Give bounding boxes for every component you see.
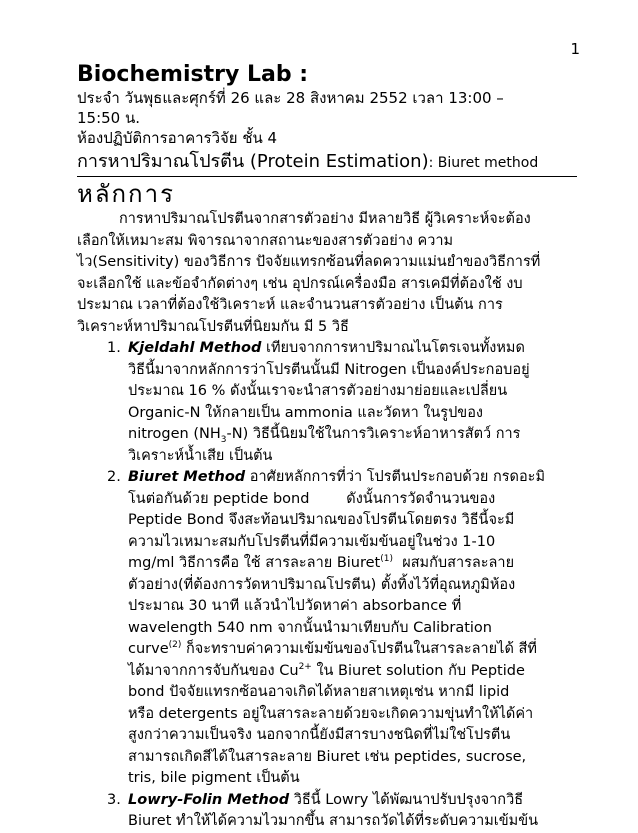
list-item (77, 467, 577, 790)
schedule-line: 15:50 น. (77, 109, 141, 127)
method-text: วิธีนี้ Lowry ได้พัฒนาปรับปรุงจากวิธี (289, 791, 524, 808)
method-text: curve (128, 641, 169, 657)
document-title: Biochemistry Lab : (77, 62, 309, 87)
intro-line: เลือกให้เหมาะสม พิจารณาจากสถานะของสารตัวอย่าง ความ (77, 232, 454, 249)
method-name: Biuret Method (128, 469, 246, 485)
method-text: Biuret ทำให้ได้ความไวมากขึ้น สามารถวัดได้ที่ระดับความเข้มข้น (128, 813, 539, 829)
method-text: Organic-N ให้กลายเป็น ammonia และวัดหา ในรูปของ (128, 404, 484, 421)
intro-line: จะเลือกใช้ และข้อจำกัดต่างๆ เช่น อุปกรณ์เครื่องมือ สารเคมีที่ต้องใช้ งบ (77, 275, 523, 292)
list-item-number: 2. (107, 469, 121, 485)
list-item-number: 3. (107, 791, 121, 808)
method-text: วิเคราะห์น้ำเสีย เป็นต้น (128, 447, 273, 464)
superscript: 2+ (298, 661, 312, 672)
method-text: ก็จะทราบค่าความเข้มข้นของโปรตีนในสารละลายได้ สีที่ (181, 641, 537, 657)
method-text: -N) วิธีนี้นิยมใช้ในการวิเคราะห์อาหารสัตว์ การ (226, 426, 521, 442)
method-text: mg/ml วิธีการคือ ใช้ สารละลาย Biuret (128, 555, 381, 571)
document-body (77, 62, 577, 833)
method-text: สามารถเกิดสีได้ในสารละลาย Biuret เช่น peptides, sucrose, (128, 748, 527, 765)
intro-line: วิเคราะห์หาปริมาณโปรตีนที่นิยมกัน มี 5 วิธี (77, 318, 349, 335)
method-text: โนต่อกันด้วย peptide bond ดังนั้นการวัดจำนวนของ (128, 490, 496, 507)
list-item (77, 338, 577, 467)
schedule-line: ห้องปฏิบัติการอาคารวิจัย ชั้น 4 (77, 129, 278, 147)
method-text: bond ปัจจัยแทรกซ้อนอาจเกิดได้หลายสาเหตุเช่น หากมี lipid (128, 684, 510, 700)
method-text: wavelength 540 nm จากนั้นนำมาเทียบกับ Calibration (128, 619, 492, 636)
method-text: ความไวเหมาะสมกับโปรตีนที่มีความเข้มข้นอยู่ในช่วง 1-10 (128, 533, 496, 550)
method-text: ใน Biuret solution กับ Peptide (311, 662, 525, 679)
method-text: วิธีนี้มาจากหลักการว่าโปรตีนนั้นมี Nitrogen เป็นองค์ประกอบอยู่ (128, 361, 530, 378)
section-heading-thai: การหาปริมาณโปรตีน (77, 151, 245, 172)
method-text: ประมาณ 16 % ดังนั้นเราจะนำสารตัวอย่างมาย่อยและเปลี่ยน (128, 383, 508, 399)
section-heading (77, 150, 577, 177)
method-text: Peptide Bond จึงสะท้อนปริมาณของโปรตีนโดยตรง วิธีนี้จะมี (128, 512, 515, 528)
method-text: ผสมกับสารละลาย (392, 555, 515, 571)
section-heading-method: : Biuret method (428, 155, 539, 171)
section-heading-english: (Protein Estimation) (244, 151, 429, 172)
schedule-line: ประจำ วันพุธและศุกร์ที่ 26 และ 28 สิงหาคม 2552 เวลา 13:00 – (77, 89, 504, 107)
methods-list (77, 338, 577, 833)
method-text: nitrogen (NH (128, 426, 221, 442)
page-number: 1 (570, 40, 580, 58)
method-text: อาศัยหลักการที่ว่า โปรตีนประกอบด้วย กรดอะมิ (245, 469, 545, 485)
schedule-info (77, 88, 577, 148)
intro-line: ประมาณ เวลาที่ต้องใช้วิเคราะห์ และจำนวนสารตัวอย่าง เป็นต้น การ (77, 297, 503, 313)
method-name: Lowry-Folin Method (128, 791, 290, 808)
method-text: tris, bile pigment เป็นต้น (128, 770, 300, 786)
superscript: (2) (168, 640, 182, 651)
intro-line: ไว(Sensitivity) ของวิธีการ ปัจจัยแทรกซ้อนที่ลดความแม่นยำของวิธีการที่ (77, 254, 541, 270)
method-text: ตัวอย่าง(ที่ต้องการวัดหาปริมาณโปรตีน) ตั้งทิ้งไว้ที่อุณหภูมิห้อง (128, 576, 516, 593)
method-text: ประมาณ 30 นาที แล้วนำไปวัดหาค่า absorbance ที่ (128, 598, 462, 614)
method-text: สูงกว่าความเป็นจริง นอกจากนี้ยังมีสารบางชนิดที่ไม่ใช่โปรตีน (128, 727, 511, 743)
list-item-number: 1. (107, 340, 121, 356)
list-item (77, 790, 577, 833)
intro-paragraph (77, 209, 577, 338)
superscript: (1) (380, 554, 393, 565)
principle-heading: หลักการ (77, 180, 175, 208)
method-text: หรือ detergents อยู่ในสารละลายด้วยจะเกิดความขุ่นทำให้ได้ค่า (128, 705, 534, 722)
method-text: เทียบจากการหาปริมาณไนโตรเจนทั้งหมด (261, 340, 525, 356)
intro-line: การหาปริมาณโปรตีนจากสารตัวอย่าง มีหลายวิธี ผู้วิเคราะห์จะต้อง (119, 211, 531, 227)
method-name: Kjeldahl Method (128, 340, 262, 356)
method-text: ได้มาจากการจับกันของ Cu (128, 662, 299, 679)
subscript: 3 (220, 434, 227, 445)
